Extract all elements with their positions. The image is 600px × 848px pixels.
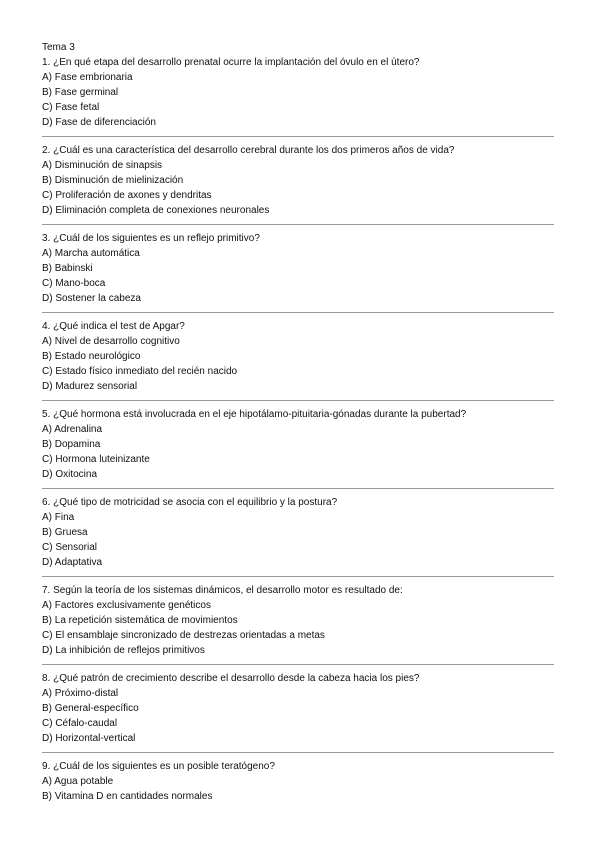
- option-b: B) La repetición sistemática de movimientos: [42, 615, 238, 626]
- question-9: [42, 759, 554, 804]
- question-5: [42, 407, 554, 482]
- question-divider: [42, 224, 554, 225]
- question-1: [42, 55, 554, 130]
- question-divider: [42, 312, 554, 313]
- option-a: A) Marcha automática: [42, 248, 140, 259]
- question-divider: [42, 752, 554, 753]
- option-c: C) El ensamblaje sincronizado de destrezas orientadas a metas: [42, 630, 325, 641]
- question-text: 4. ¿Qué indica el test de Apgar?: [42, 321, 185, 332]
- option-c: C) Hormona luteinizante: [42, 454, 150, 465]
- option-b: B) Fase germinal: [42, 87, 119, 98]
- option-d: D) Oxitocina: [42, 469, 98, 480]
- option-b: B) Babinski: [42, 263, 93, 274]
- option-a: A) Fina: [42, 512, 75, 523]
- option-b: B) Vitamina D en cantidades normales: [42, 791, 213, 802]
- option-c: C) Sensorial: [42, 542, 98, 553]
- question-text: 2. ¿Cuál es una característica del desarrollo cerebral durante los dos primeros años de vida?: [42, 145, 455, 156]
- question-divider: [42, 664, 554, 665]
- option-d: D) Horizontal-vertical: [42, 733, 136, 744]
- option-c: C) Estado físico inmediato del recién nacido: [42, 366, 238, 377]
- question-divider: [42, 136, 554, 137]
- question-8: [42, 671, 554, 746]
- option-a: A) Próximo-distal: [42, 688, 119, 699]
- option-d: D) La inhibición de reflejos primitivos: [42, 645, 205, 656]
- option-c: C) Fase fetal: [42, 102, 100, 113]
- option-a: A) Agua potable: [42, 776, 114, 787]
- question-divider: [42, 488, 554, 489]
- question-divider: [42, 400, 554, 401]
- option-d: D) Madurez sensorial: [42, 381, 138, 392]
- option-d: D) Eliminación completa de conexiones neuronales: [42, 205, 270, 216]
- option-a: A) Adrenalina: [42, 424, 103, 435]
- option-a: A) Factores exclusivamente genéticos: [42, 600, 211, 611]
- document-page: [42, 40, 554, 804]
- option-c: C) Proliferación de axones y dendritas: [42, 190, 212, 201]
- option-b: B) Disminución de mielinización: [42, 175, 184, 186]
- question-text: 9. ¿Cuál de los siguientes es un posible teratógeno?: [42, 761, 275, 772]
- option-a: A) Disminución de sinapsis: [42, 160, 163, 171]
- option-b: B) Estado neurológico: [42, 351, 141, 362]
- option-a: A) Fase embrionaria: [42, 72, 133, 83]
- option-b: B) Gruesa: [42, 527, 88, 538]
- option-c: C) Céfalo-caudal: [42, 718, 118, 729]
- question-4: [42, 319, 554, 394]
- question-text: 7. Según la teoría de los sistemas dinámicos, el desarrollo motor es resultado de:: [42, 585, 403, 596]
- document-title: Tema 3: [42, 42, 75, 53]
- option-d: D) Adaptativa: [42, 557, 103, 568]
- question-7: [42, 583, 554, 658]
- question-text: 8. ¿Qué patrón de crecimiento describe el desarrollo desde la cabeza hacia los pies?: [42, 673, 420, 684]
- question-divider: [42, 576, 554, 577]
- option-a: A) Nivel de desarrollo cognitivo: [42, 336, 180, 347]
- option-c: C) Mano-boca: [42, 278, 106, 289]
- question-text: 3. ¿Cuál de los siguientes es un reflejo primitivo?: [42, 233, 260, 244]
- question-6: [42, 495, 554, 570]
- question-text: 1. ¿En qué etapa del desarrollo prenatal ocurre la implantación del óvulo en el útero?: [42, 57, 420, 68]
- question-text: 6. ¿Qué tipo de motricidad se asocia con el equilibrio y la postura?: [42, 497, 338, 508]
- option-d: D) Sostener la cabeza: [42, 293, 141, 304]
- question-3: [42, 231, 554, 306]
- question-2: [42, 143, 554, 218]
- option-d: D) Fase de diferenciación: [42, 117, 156, 128]
- question-text: 5. ¿Qué hormona está involucrada en el eje hipotálamo-pituitaria-gónadas durante la pubertad?: [42, 409, 467, 420]
- option-b: B) General-específico: [42, 703, 139, 714]
- option-b: B) Dopamina: [42, 439, 101, 450]
